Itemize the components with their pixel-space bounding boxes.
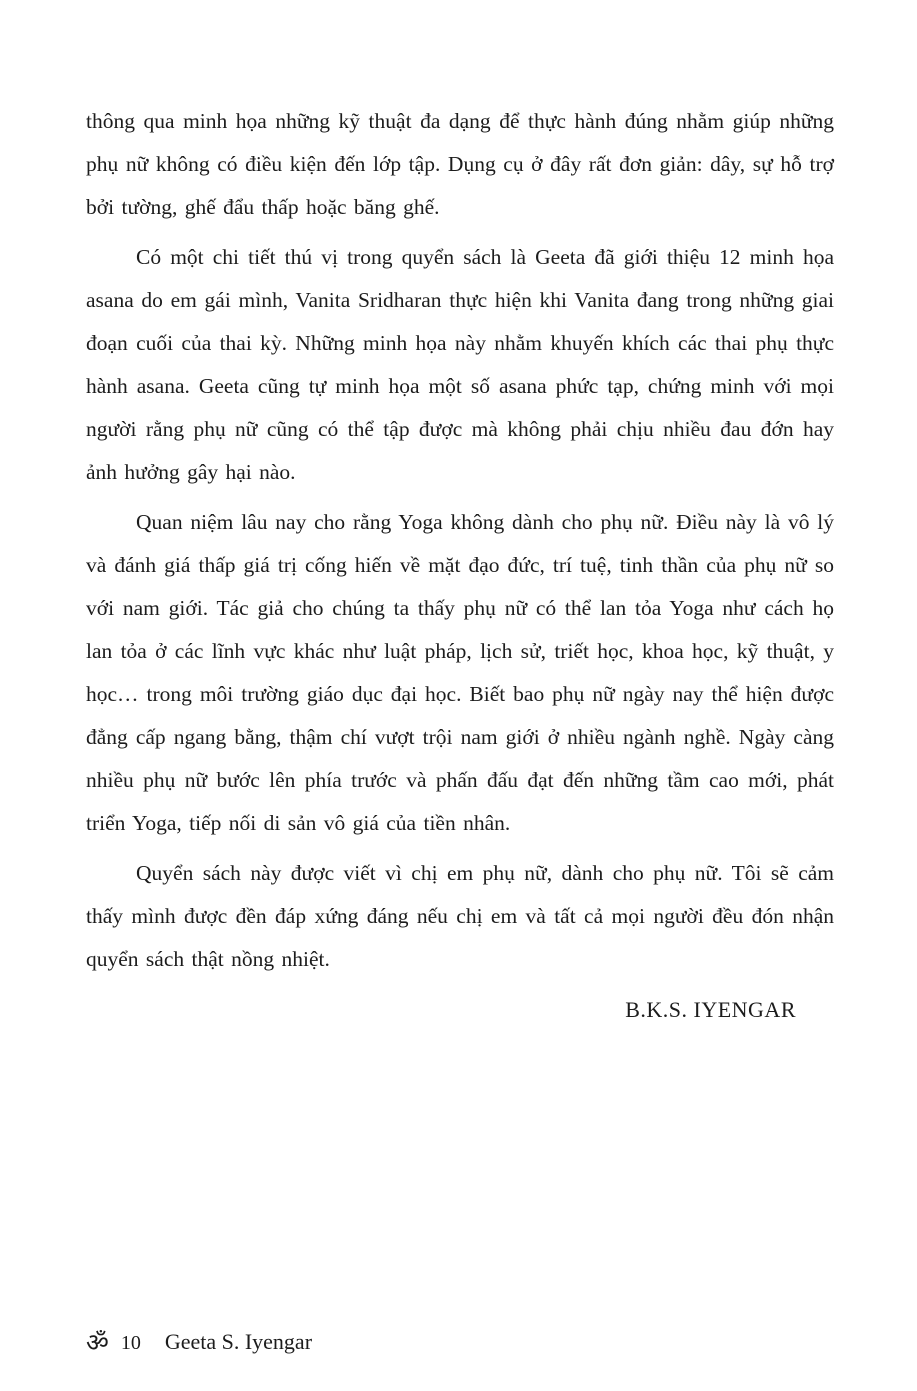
om-icon: ॐ: [86, 1328, 109, 1357]
page-text-block: [86, 100, 834, 1031]
paragraph: Có một chi tiết thú vị trong quyển sách là Geeta đã giới thiệu 12 minh họa asana do em gái mình, Vanita Sridharan thực hiện khi Vanita đang trong những giai đoạn cuối của thai kỳ. Những minh họa này nhằm khuyến khích các thai phụ thực hành asana. Geeta cũng tự minh họa một số asana phức tạp, chứng minh với mọi người rằng phụ nữ cũng có thể tập được mà không phải chịu nhiều đau đớn hay ảnh hưởng gây hại nào.: [86, 245, 834, 484]
author-signature: B.K.S. IYENGAR: [625, 997, 796, 1022]
page-footer: [86, 1328, 312, 1355]
paragraph: Quyển sách này được viết vì chị em phụ nữ, dành cho phụ nữ. Tôi sẽ cảm thấy mình được đền đáp xứng đáng nếu chị em và tất cả mọi người đều đón nhận quyển sách thật nồng nhiệt.: [86, 861, 834, 971]
page-number: 10: [120, 1332, 141, 1354]
paragraph-continuation: thông qua minh họa những kỹ thuật đa dạng để thực hành đúng nhằm giúp những phụ nữ không có điều kiện đến lớp tập. Dụng cụ ở đây rất đơn giản: dây, sự hỗ trợ bởi tường, ghế đẩu thấp hoặc băng ghế.: [86, 109, 834, 219]
paragraph: Quan niệm lâu nay cho rằng Yoga không dành cho phụ nữ. Điều này là vô lý và đánh giá thấp giá trị cống hiến về mặt đạo đức, trí tuệ, tinh thần của phụ nữ so với nam giới. Tác giả cho chúng ta thấy phụ nữ có thể lan tỏa Yoga như cách họ lan tỏa ở các lĩnh vực khác như luật pháp, lịch sử, triết học, khoa học, kỹ thuật, y học… trong môi trường giáo dục đại học. Biết bao phụ nữ ngày nay thể hiện được đẳng cấp ngang bằng, thậm chí vượt trội nam giới ở nhiều ngành nghề. Ngày càng nhiều phụ nữ bước lên phía trước và phấn đấu đạt đến những tầm cao mới, phát triển Yoga, tiếp nối di sản vô giá của tiền nhân.: [86, 510, 834, 835]
running-footer-book-title: Geeta S. Iyengar: [164, 1329, 313, 1354]
